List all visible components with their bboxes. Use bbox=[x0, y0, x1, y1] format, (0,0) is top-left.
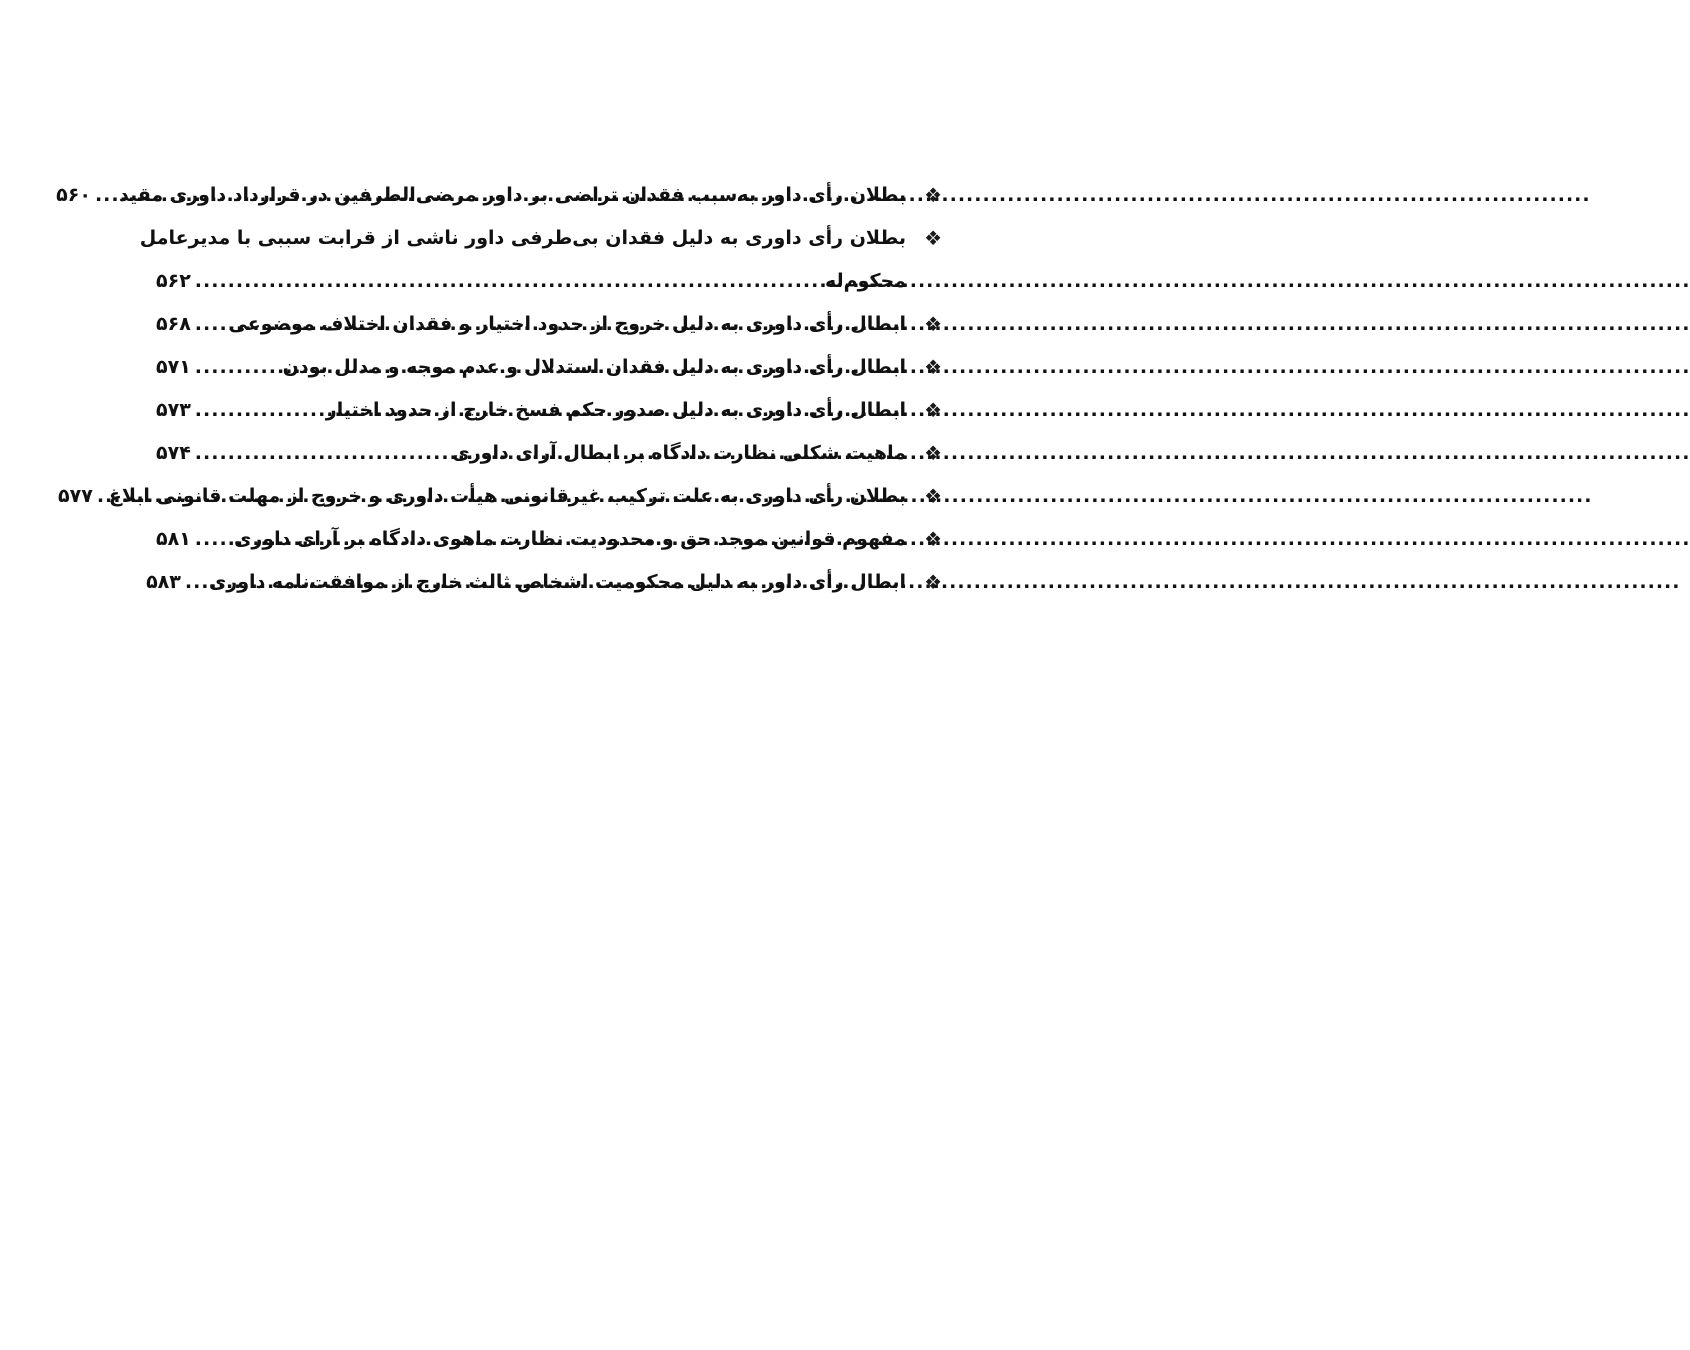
diamond-bullet-icon: ❖ bbox=[924, 484, 942, 508]
toc-entry[interactable] bbox=[156, 303, 942, 346]
toc-entry-row bbox=[156, 432, 906, 475]
toc-entry-row bbox=[146, 561, 906, 604]
toc-entry-title: مفهوم قوانین موجد حق و محدودیت نظارت ماهوی دادگاه بر آرای داوری bbox=[233, 528, 906, 550]
toc-entry-row bbox=[156, 389, 906, 432]
table-of-contents bbox=[56, 174, 942, 604]
toc-entry-title: ابطال رأی داوری به دلیل صدور حکم فسخ خارج از حدود اختیار bbox=[325, 399, 906, 421]
toc-entry-page-number: ۵۷۱ bbox=[156, 356, 191, 378]
diamond-bullet-icon: ❖ bbox=[924, 355, 942, 379]
diamond-bullet-icon: ❖ bbox=[924, 312, 942, 336]
toc-entry[interactable] bbox=[156, 389, 942, 432]
diamond-bullet-icon: ❖ bbox=[924, 441, 942, 465]
toc-entry-page-number: ۵۷۴ bbox=[156, 442, 191, 464]
dot-leader bbox=[195, 303, 225, 346]
dot-leader bbox=[195, 432, 448, 475]
dot-leader bbox=[95, 174, 115, 217]
toc-entry-title-line2: محکوم‌له bbox=[824, 270, 906, 292]
diamond-bullet-icon: ❖ bbox=[924, 570, 942, 594]
toc-entry-row bbox=[156, 303, 906, 346]
toc-entry-title: بطلان رأی داوری به علت ترکیب غیرقانونی هیأت داوری و خروج از مهلت قانونی ابلاغ bbox=[108, 485, 906, 507]
toc-entry-page-number: ۵۶۰ bbox=[56, 184, 91, 206]
toc-entry-page-number: ۵۶۸ bbox=[156, 313, 191, 335]
toc-entry-page-number: ۵۷۳ bbox=[156, 399, 191, 421]
dot-leader bbox=[195, 389, 322, 432]
toc-entry[interactable] bbox=[146, 561, 942, 604]
toc-entry-row bbox=[58, 475, 906, 518]
toc-entry[interactable] bbox=[56, 174, 942, 217]
toc-entry-row bbox=[156, 260, 906, 303]
toc-entry-title: بطلان رأی داور به‌سبب فقدان تراضی بر داور مرضی‌الطرفین در قرارداد داوری مقید bbox=[118, 184, 906, 206]
toc-entry-row bbox=[156, 518, 906, 561]
toc-entry-page-number: ۵۷۷ bbox=[58, 485, 93, 507]
diamond-bullet-icon: ❖ bbox=[924, 398, 942, 422]
diamond-bullet-icon: ❖ bbox=[924, 226, 942, 250]
toc-entry-multiline bbox=[139, 217, 906, 303]
toc-entry-title-line1: بطلان رأی داوری به دلیل فقدان بی‌طرفی داور ناشی از قرابت سببی با مدیرعامل bbox=[139, 227, 906, 249]
toc-entry[interactable] bbox=[156, 518, 942, 561]
toc-entry[interactable] bbox=[58, 475, 942, 518]
dot-leader bbox=[195, 518, 230, 561]
diamond-bullet-icon: ❖ bbox=[924, 183, 942, 207]
toc-entry-page-number: ۵۸۱ bbox=[156, 528, 191, 550]
toc-entry-page-number: ۵۸۳ bbox=[146, 571, 181, 593]
diamond-bullet-icon: ❖ bbox=[924, 527, 942, 551]
toc-entry-title: ابطال رأی داوری به دلیل خروج از حدود اختیار و فقدان اختلاف موضوعی bbox=[228, 313, 906, 335]
toc-entry[interactable] bbox=[139, 217, 942, 303]
dot-leader bbox=[97, 475, 105, 518]
toc-entry-row bbox=[156, 346, 906, 389]
toc-entry-title: ابطال رأی داوری به دلیل فقدان استدلال و عدم موجه و مدلل بودن bbox=[282, 356, 906, 378]
toc-entry-title: ماهیت شکلی نظارت دادگاه بر ابطال آرای داوری bbox=[452, 442, 906, 464]
toc-entry-row bbox=[56, 174, 906, 217]
dot-leader bbox=[195, 346, 279, 389]
dot-leader bbox=[195, 260, 821, 303]
dot-leader bbox=[185, 561, 205, 604]
toc-entry[interactable] bbox=[156, 346, 942, 389]
toc-entry-page-number: ۵۶۲ bbox=[156, 270, 191, 292]
toc-entry-title: ابطال رأی داور به دلیل محکومیت اشخاص ثالث خارج از موافقت‌نامه داوری bbox=[208, 571, 906, 593]
toc-entry[interactable] bbox=[156, 432, 942, 475]
